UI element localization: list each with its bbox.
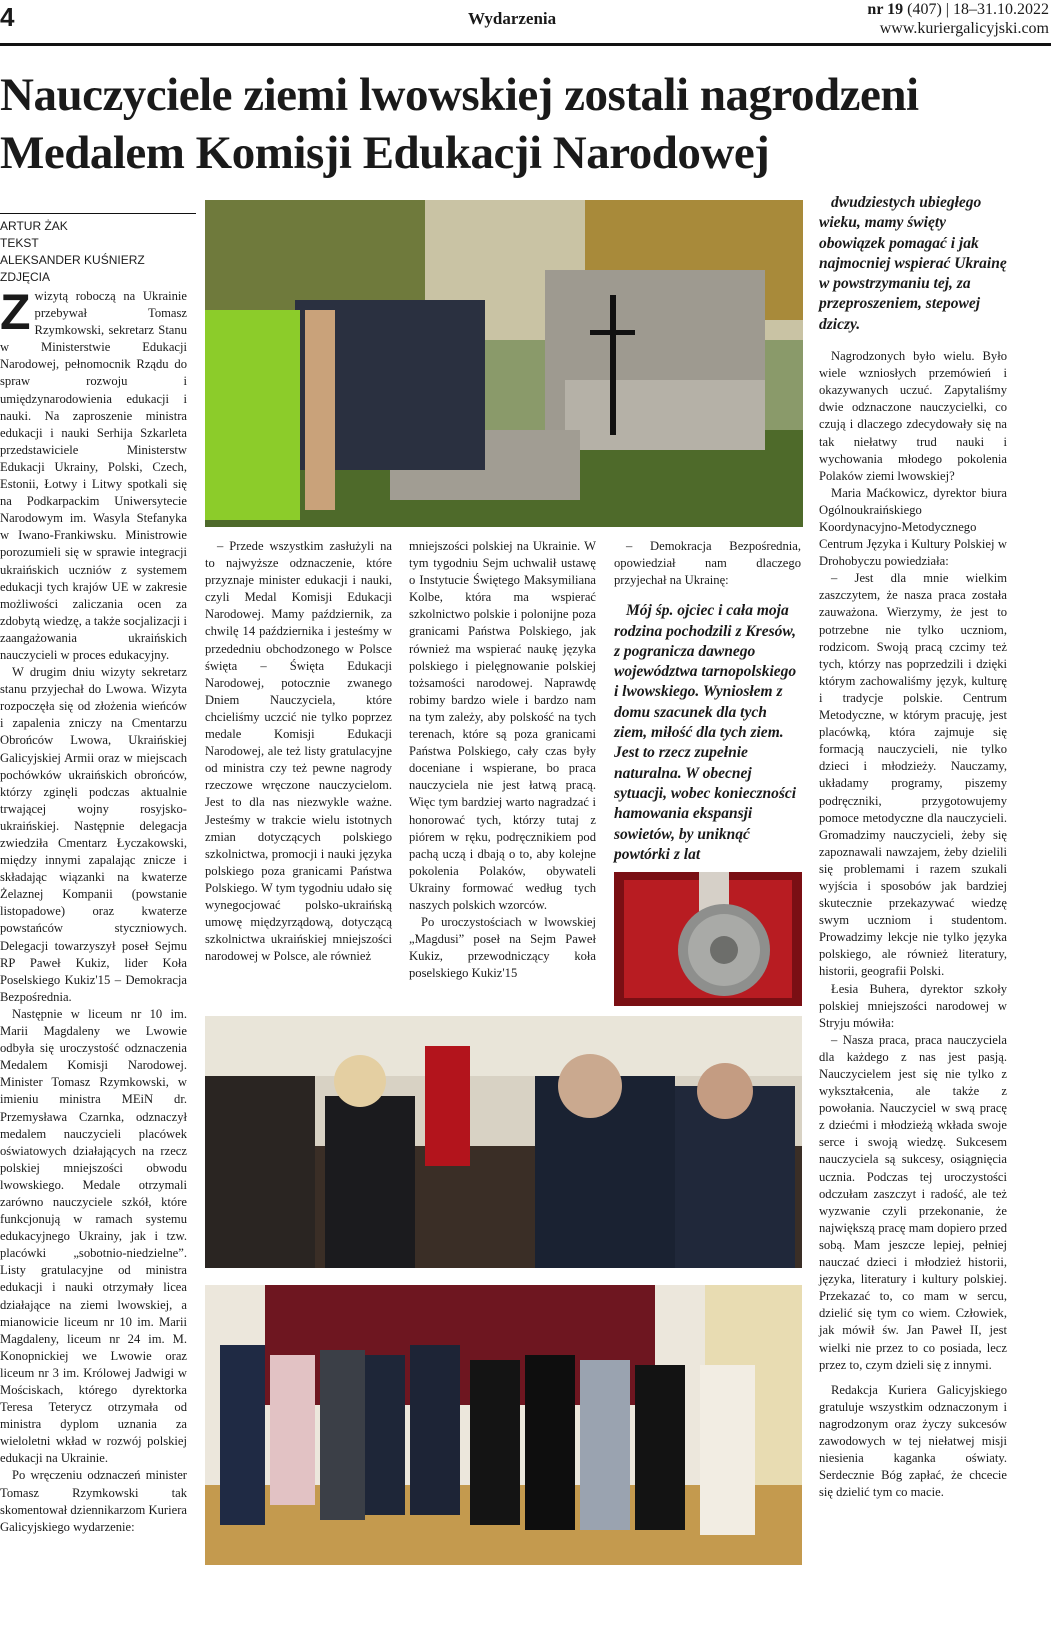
medal-photo bbox=[614, 872, 802, 1006]
photographer-name: ALEKSANDER KUŚNIERZ bbox=[0, 253, 145, 267]
cemetery-photo bbox=[205, 200, 803, 527]
paragraph: – Nasza praca, praca nauczyciela dla każdego z nas jest pasją. Nauczycielem jest się nie tylko z wykształcenia, ale także z powołania. Nauczyciel w swą pracę z dziećmi i młodzieżą wkłada swoje serce i swoją wiedzę. Sukcesem nauczyciela są sukcesy, osiągnięcia ucznia. Podczas tej uroczystości odczułam zaszczyt i radość, ale też wyzwanie czyli przekonanie, że największą pracę mam dopiero przed sobą. Mam jeszcze lepiej, pełniej nauczać dzieci i młodzież historii, języka, literatury i kultury polskiej. Przekazać to, co mam w sercu, dzielić się tym co wiem. Człowiek, jak mówił św. Jan Paweł II, jest wielki nie przez to co posiada, lecz przez to, czym dzieli się z innymi. bbox=[819, 1032, 1007, 1372]
headline-line-2: Medalem Komisji Edukacji Narodowej bbox=[0, 127, 770, 179]
author-role: TEKST bbox=[0, 236, 39, 250]
pull-quote: Mój śp. ojciec i cała moja rodzina pochodzili z Kresów, z pogranicza dawnego województwa tarnopolskiego i lwowskiego. Wyniosłem z domu szacunek dla tych ziem, miłość dla tych ziem. Jest to rzecz zupełnie naturalna. W obecnej sytuacji, wobec konieczności hamowania ekspansji sowietów, by uniknąć powtórki z lat bbox=[614, 602, 797, 863]
author-name: ARTUR ŻAK bbox=[0, 219, 68, 233]
article-column-3 bbox=[409, 538, 596, 982]
paragraph: Po wręczeniu odznaczeń minister Tomasz Rzymkowski tak skomentował dziennikarzom Kuriera Galicyjskiego wydarzenie: bbox=[0, 1468, 187, 1534]
paragraph: mniejszości polskiej na Ukrainie. W tym tygodniu Sejm uchwalił ustawę o Instytucie Świętego Maksymiliana Kolbe, która ma wspierać szkolnictwo polskie i polonijne poza granicami Państwa Polskiego, jak również ma wspierać naukę języka polskiego i pielęgnowanie polskiej tożsamości narodowej. Naprawdę robimy bardzo wiele i bardzo nam na tym zależy, aby polskość na tych terenach, które są poza granicami Państwa Polskiego, cały czas były doceniane i wspierane, bo praca nauczyciela nie jest łatwą pracą. Więc tym bardziej warto nagradzać i honorować tych, którzy tutaj z piórem w ręku, podręcznikiem pod pachą uczą i dbają o to, aby kolejne pokolenia Polaków, obywateli Ukrainy formować według tych naszych polskich wzorców. bbox=[409, 539, 596, 912]
byline bbox=[0, 213, 196, 286]
page-header bbox=[0, 0, 1051, 44]
ceremony-audience-photo bbox=[205, 1016, 802, 1268]
pull-quote-continued: dwudziestych ubiegłego wieku, mamy święty obowiązek pomagać i jak najmocniej wspierać Ukrainę w powstrzymaniu tej, za przeproszeniem, stepowej dziczy. bbox=[819, 194, 1007, 333]
paragraph: Łesia Buhera, dyrektor szkoły polskiej mniejszości narodowej w Stryju mówiła: bbox=[819, 981, 1007, 1030]
photographer-role: ZDJĘCIA bbox=[0, 270, 51, 284]
paragraph: Redakcja Kuriera Galicyjskiego gratuluje wszystkim odznaczonym i nagrodzonym oraz życzy sukcesów zawodowych w tej niełatwej misji niesienia kaganka oświaty. Serdecznie Bóg zapłać, że chcecie się dzielić tym co macie. bbox=[819, 1382, 1007, 1500]
paragraph: Maria Maćkowicz, dyrektor biura Ogólnoukraińskiego Koordynacyjno-Metodycznego Centrum Języka i Kultury Polskiej w Drohobyczu powiedziała: bbox=[819, 485, 1007, 569]
article-column-5 bbox=[819, 193, 1007, 1501]
article-headline bbox=[0, 66, 1051, 182]
article-column-2 bbox=[205, 538, 392, 965]
issue-dates: | 18–31.10.2022 bbox=[945, 1, 1049, 18]
website-url[interactable]: www.kuriergalicyjski.com bbox=[879, 20, 1049, 37]
issue-info bbox=[867, 0, 1049, 38]
paragraph: Nagrodzonych było wielu. Było wiele wzniosłych przemówień i okazywanych uczuć. Zapytaliśmy dwie odznaczone nauczycielki, co czują i dlaczego zdecydowały się na tak niełatwy trud nauki i wychowania młodego pokolenia Polaków ziemi lwowskiej? bbox=[819, 349, 1007, 483]
dropcap: Z bbox=[0, 284, 31, 340]
page-number: 4 bbox=[0, 2, 15, 32]
issue-number: nr 19 bbox=[867, 1, 904, 18]
paragraph: – Demokracja Bezpośrednia, opowiedział nam dlaczego przyjechał na Ukrainę: bbox=[614, 539, 801, 588]
section-title: Wydarzenia bbox=[468, 9, 557, 28]
paragraph: – Przede wszystkim zasłużyli na to najwyższe odznaczenie, które przyznaje minister edukacji i nauki, czyli Medal Komisji Edukacji Narodowej. Mamy październik, za chwilę 14 października i jesteśmy w przededniu obchodzonego w Polsce święta – Święta Edukacji Narodowej, potocznie zwanego Dniem Nauczyciela, które chcieliśmy uczcić nie tylko poprzez medale Komisji Edukacji Narodowej, ale też listy gratulacyjne od ministra czy też pewne nagrody rzeczowe wręczone nauczycielom. Jest to dla nas niezwykle ważne. Jesteśmy w trakcie wielu istotnych zmian dotyczących polskiego szkolnictwa, promocji i nauki języka polskiego poza granicami Państwa Polskiego. W tym tygodniu udało się wynegocjować polsko-ukraińską umowę międzyrządową, dotyczącą szkolnictwa ukraińskiej mniejszości narodowej w Polsce, ale również bbox=[205, 539, 392, 964]
paragraph: wizytą roboczą na Ukrainie przebywał Tomasz Rzymkowski, sekretarz Stanu w Ministerstwie Edukacji Narodowej, pełnomocnik Rządu do spraw rozwoju i umiędzynarodowienia edukacji i nauki. Na zaproszenie ministra edukacji i nauki Serhija Szkarleta przedstawiciele Ministerstw Edukacji Ukrainy, Polski, Czech, Estonii, Łotwy i Litwy spotkali się na Podkarpackim Uniwersytecie Narodowym im. Wasyla Stefanyka w Iwano-Frankiwsku. Ministrowie porozumieli się w sprawie integracji ukraińskich uczniów z systemem edukacji tych krajów UE w zakresie możliwości zaliczania ocen za zdobytą wiedzę, a także socjalizacji i zaangażowania ukraińskich nauczycieli w proces edukacyjny. bbox=[0, 289, 187, 662]
paragraph: – Jest dla mnie wielkim zaszczytem, że nasza praca została zauważona. Wierzymy, że jest to potrzebne nie tylko uczniom, rodzicom. Swoją pracą czcimy też tych, którzy nas poprzedzili i dzięki którym zachowaliśmy język, kulturę i tradycje polskie. Centrum Metodyczne, w którym pracuję, jest placówką, która zajmuje się formacją nauczycieli, nie tylko dzieci i młodzieży. Nauczamy, układamy programy, piszemy podręczniki, przygotowujemy pomoce metodyczne dla nauczycieli. Gromadzimy nauczycieli, żeby się zapoznawali nawzajem, żeby dzielili się problemami i razem szukali wyjścia i sposobów jak bardziej skutecznie przekazywać wiedzę swym uczniom i studentom. Prowadzimy lekcje nie tylko języka polskiego, ale również literatury, historii, geografii Polski. bbox=[819, 571, 1007, 979]
header-rule bbox=[0, 43, 1051, 46]
paragraph: Po uroczystościach w lwowskiej „Magdusi” poseł na Sejm Paweł Kukiz, przewodniczący koła poselskiego Kukiz'15 bbox=[409, 915, 596, 981]
awarded-teachers-group-photo bbox=[205, 1285, 802, 1565]
paragraph: Następnie w liceum nr 10 im. Marii Magdaleny we Lwowie odbyła się uroczystość odznaczenia Medalem Komisji Narodowej. Minister Tomasz Rzymkowski, w imieniu ministra MEiN dr. Przemysława Czarnka, odznaczył medalem nauczycieli placówek oświatowych działających na rzecz polskiej mniejszości obwodu lwowskiego. Medale otrzymali zarówno nauczyciele szkół, które funkcjonują w ramach systemu edukacyjnego Ukrainy, jak i tzw. placówki „sobotnio-niedzielne”. Listy gratulacyjne od ministra edukacji i nauki otrzymały licea działające na ziemi lwowskiej, a mianowicie liceum nr 10 im. Marii Magdaleny, liceum nr 24 im. M. Konopnickiej we Lwowie oraz liceum nr 3 im. Królowej Jadwigi w Mościskach, którego dyrektorka Teresa Teterycz otrzymała od ministra dyplom uznania za wieloletni wkład w rozwój polskiej edukacji na Ukrainie. bbox=[0, 1006, 187, 1466]
paragraph: W drugim dniu wizyty sekretarz stanu przyjechał do Lwowa. Wizyta rozpoczęła się od złożenia wieńców i zapalenia zniczy na Cmentarzu Obrońców Lwowa, Ukraińskiej Galicyjskiej Armii oraz w miejscach pochówków ukraińskich obrońców, którzy zginęli podczas aktualnie trwającej wojny rosyjsko-ukraińskiej. Następnie delegacja zwiedziła Cmentarz Łyczakowski, między innymi zapalając znicze i składając wiązanki na kwaterze Żelaznej Kompanii (powstanie listopadowe) oraz kwaterze powstańców styczniowych. Delegacji towarzyszył poseł Sejmu RP Paweł Kukiz, lider Koła Poselskiego Kukiz'15 – Demokracja Bezpośrednia. bbox=[0, 665, 187, 1004]
article-column-4 bbox=[614, 538, 801, 865]
headline-line-1: Nauczyciele ziemi lwowskiej zostali nagrodzeni bbox=[0, 69, 919, 121]
article-column-1 bbox=[0, 284, 187, 1536]
issue-total: (407) bbox=[907, 1, 942, 18]
